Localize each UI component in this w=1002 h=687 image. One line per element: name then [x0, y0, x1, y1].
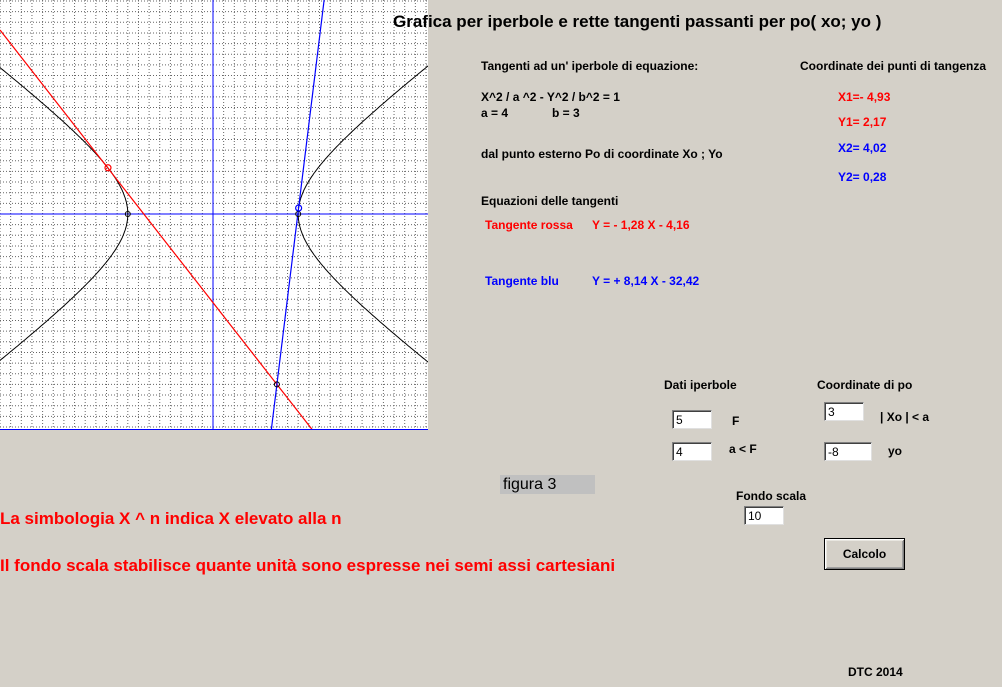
yo-input[interactable] [824, 442, 872, 461]
x1-value: X1=- 4,93 [838, 90, 891, 104]
tangent-heading: Tangenti ad un' iperbole di equazione: [481, 59, 699, 73]
page-title: Grafica per iperbole e rette tangenti passanti per po( xo; yo ) [393, 12, 882, 31]
calcolo-button[interactable]: Calcolo [824, 538, 905, 570]
graph-canvas [0, 0, 428, 430]
a-constraint-label: a < F [729, 442, 757, 456]
scale-note: Il fondo scala stabilisce quante unità sono espresse nei semi assi cartesiani [0, 556, 616, 575]
red-tangent-label: Tangente rossa [485, 218, 573, 232]
yo-label: yo [888, 444, 903, 458]
scale-input[interactable] [744, 506, 784, 525]
f-label: F [732, 414, 740, 428]
po-coords-heading: Coordinate di po [817, 378, 913, 392]
coords-heading: Coordinate dei punti di tangenza [800, 59, 986, 73]
graph-svg [0, 0, 428, 430]
xo-constraint-label: | Xo | < a [880, 410, 930, 424]
figure-label: figura 3 [500, 475, 595, 494]
a-input[interactable] [672, 442, 712, 461]
blue-tangent-equation: Y = + 8,14 X - 32,42 [592, 274, 700, 288]
xo-input[interactable] [824, 402, 864, 421]
y1-value: Y1= 2,17 [838, 115, 887, 129]
external-point-text: dal punto esterno Po di coordinate Xo ; Yo [481, 147, 723, 161]
blue-tangent-label: Tangente blu [485, 274, 559, 288]
equations-heading: Equazioni delle tangenti [481, 194, 619, 208]
hyperbola-data-heading: Dati iperbole [664, 378, 737, 392]
f-input[interactable] [672, 410, 712, 429]
a-value-label: a = 4 [481, 106, 509, 120]
scale-heading: Fondo scala [736, 489, 807, 503]
x2-value: X2= 4,02 [838, 141, 887, 155]
b-value-label: b = 3 [552, 106, 580, 120]
footer-credit: DTC 2014 [848, 665, 903, 679]
notation-note: La simbologia X ^ n indica X elevato alla n [0, 509, 342, 528]
red-tangent-equation: Y = - 1,28 X - 4,16 [592, 218, 690, 232]
hyperbola-equation: X^2 / a ^2 - Y^2 / b^2 = 1 [481, 90, 620, 104]
y2-value: Y2= 0,28 [838, 170, 887, 184]
